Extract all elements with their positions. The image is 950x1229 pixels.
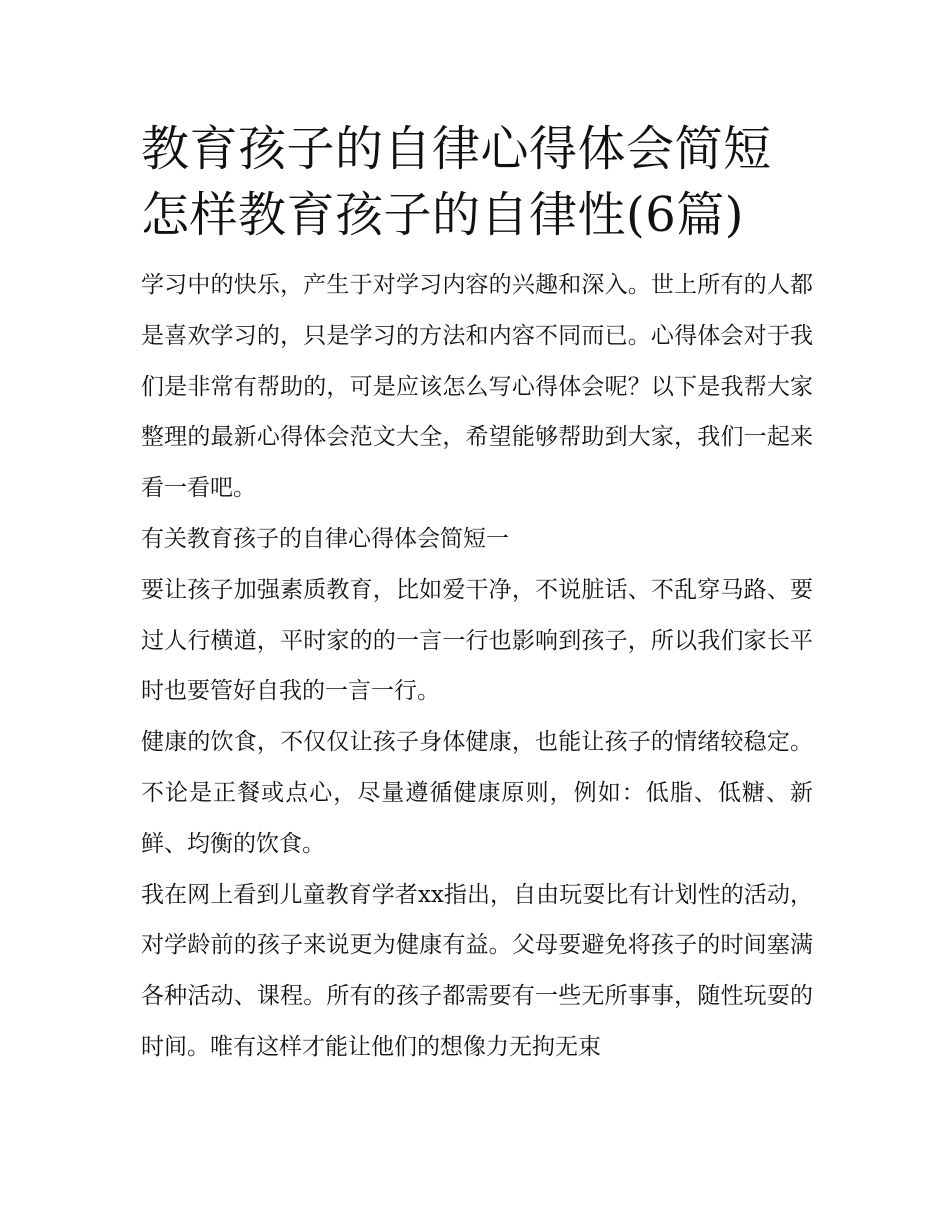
body-paragraph: 要让孩子加强素质教育，比如爱干净，不说脏话、不乱穿马路、要过人行横道，平时家的的一言一行也影响到孩子，所以我们家长平时也要管好自我的一言一行。 [141,576,813,705]
section-heading: 有关教育孩子的自律心得体会简短一 [141,525,509,552]
body-paragraph: 健康的饮食，不仅仅让孩子身体健康，也能让孩子的情绪较稳定。不论是正餐或点心，尽量遵循健康原则，例如：低脂、低糖、新鲜、均衡的饮食。 [141,729,813,857]
title-line-1: 教育孩子的自律心得体会简短 [141,121,772,177]
document-content [141,116,813,1073]
document-body [141,260,813,1073]
intro-paragraph: 学习中的快乐，产生于对学习内容的兴趣和深入。世上所有的人都是喜欢学习的，只是学习的方法和内容不同而已。心得体会对于我们是非常有帮助的，可是应该怎么写心得体会呢？以下是我帮大家整理的最新心得体会范文大全，希望能够帮助到大家，我们一起来看一看吧。 [141,272,813,502]
document-title [141,116,813,248]
body-paragraph: 我在网上看到儿童教育学者xx指出，自由玩耍比有计划性的活动，对学龄前的孩子来说更为健康有益。父母要避免将孩子的时间塞满各种活动、课程。所有的孩子都需要有一些无所事事，随性玩耍的时间。唯有这样才能让他们的想像力无拘无束 [141,881,813,1060]
title-line-2: 怎样教育孩子的自律性(6篇) [141,187,744,243]
